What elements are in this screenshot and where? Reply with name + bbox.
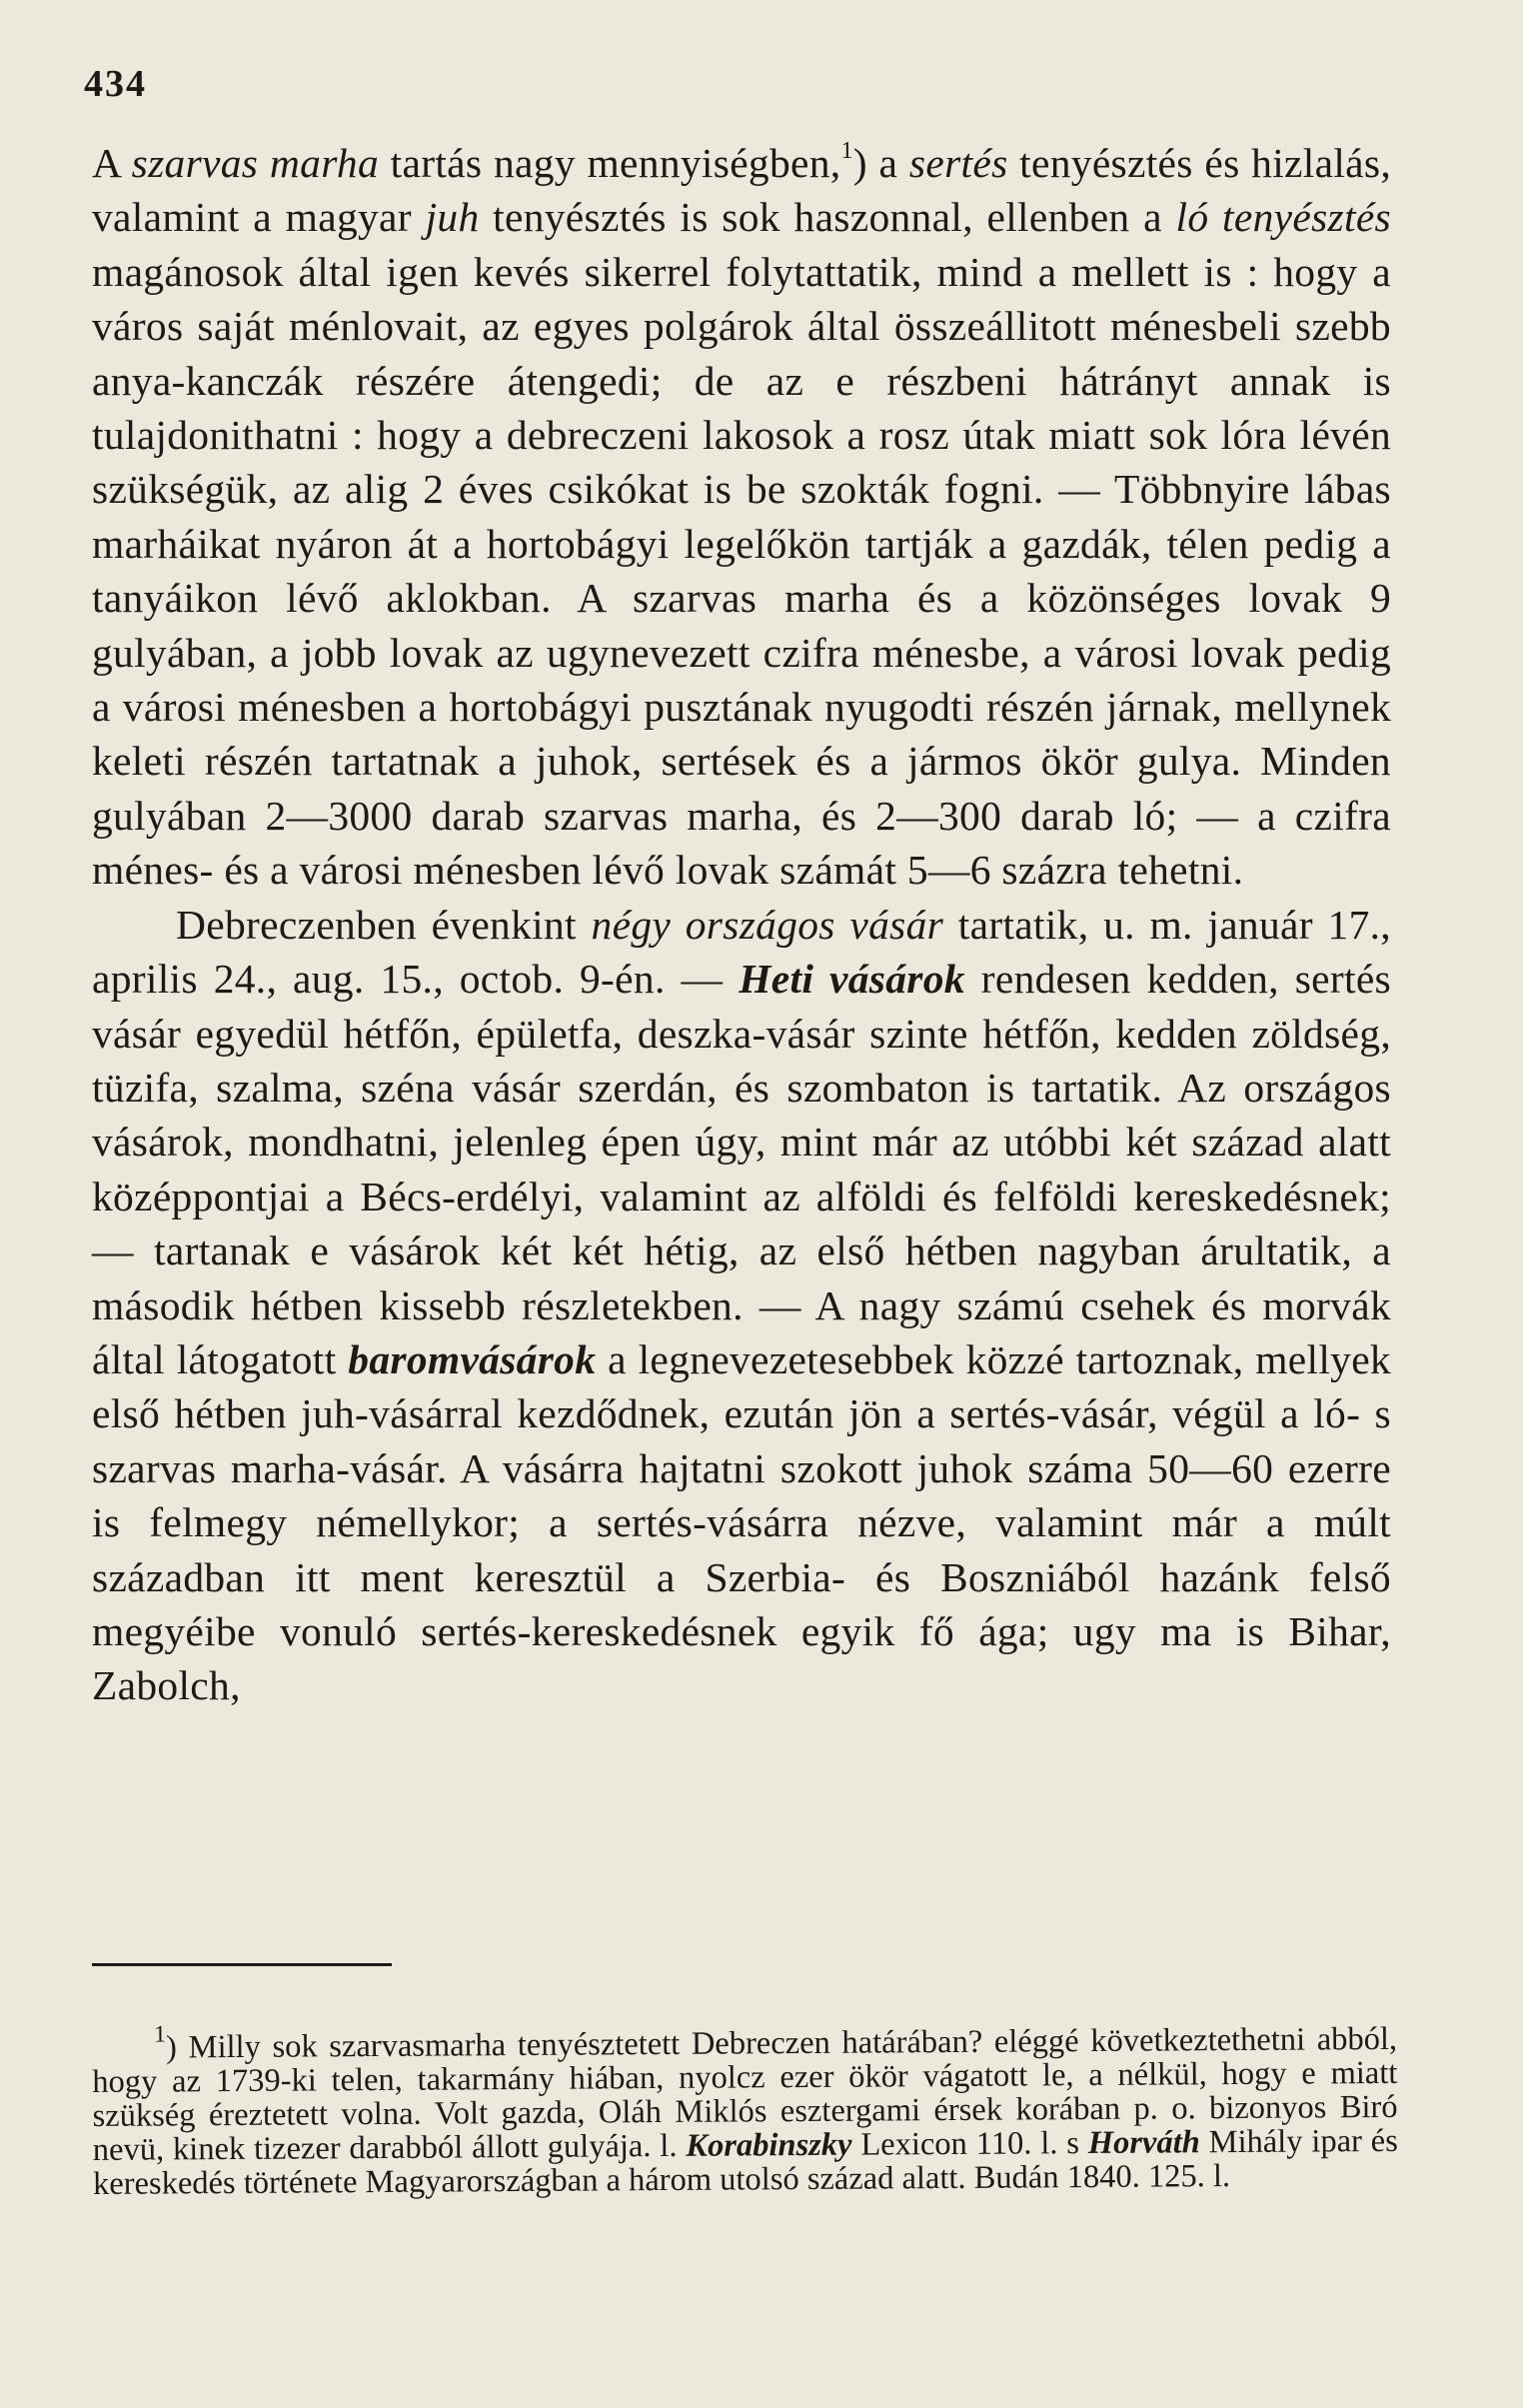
text-run: Debreczenben évenkint (176, 901, 592, 948)
emphasis-bold: Heti vásárok (739, 956, 965, 1003)
emphasis-bold: baromvásárok (348, 1335, 597, 1382)
paragraph-1 (92, 136, 1391, 898)
footnote-text (92, 2022, 1398, 2201)
text-run: ) Milly sok szarvasmarha tenyésztetett Debreczen határában? eléggé következtethetni abból, hogy az 1739-ki telen, takarmány hiában, nyolcz ezer ökör vágatott le, a nélkül, hogy e miatt szükség éreztetett volna. Volt gazda, Oláh Miklós esztergami érsek korában p. o. bizonyos Biró nevü, kinek tizezer darabból állott gulyája. l. (92, 2020, 1398, 2168)
text-run: tartás nagy mennyiségben, (379, 140, 841, 186)
text-run: A (92, 140, 132, 186)
footnote-marker: 1 (840, 138, 853, 165)
text-run: a legnevezetesebbek közzé tartoznak, mellyek első hétben juh-vásárral kezdődnek, ezután jön a sertés-vásár, végül a ló- s szarvas marha-vásár. A vásárra hajtatni szokott juhok száma 50—60 ezerre is felmegy némellykor; a sertés-vásárra nézve, valamint már a múlt században itt ment keresztül a Szerbia- és Boszniából hazánk felső megyéibe vonuló sertés-kereskedésnek egyik fő ága; ugy ma is Bihar, Zabolch, (92, 1335, 1391, 1709)
page-number: 434 (84, 63, 147, 105)
main-text (92, 136, 1391, 1713)
text-run: tartatik, u. m. január 17., aprilis 24., aug. 15., octob. 9-én. — (92, 901, 1391, 1003)
text-run: rendesen kedden, sertés vásár egyedül hétfőn, épületfa, deszka-vásár szinte hétfőn, kedden zöldség, tüzifa, szalma, széna vásár szerdán, és szombaton is tartatik. Az országos vásárok, mondhatni, jelenleg épen úgy, mint már az utóbbi két század alatt középpontjai a Bécs-erdélyi, valamint az alföldi és felföldi kereskedésnek; — tartanak e vásárok két két hétig, az első hétben nagyban árultatik, a második hétben kissebb részletekben. — A nagy számú csehek és morvák által látogatott (92, 956, 1391, 1382)
text-run: Lexicon 110. l. s (851, 2125, 1088, 2163)
emphasis-italic: juh (425, 194, 480, 241)
text-run: tenyésztés és hizlalás, valamint a magyar (92, 140, 1392, 241)
text-run: ) a (852, 140, 909, 186)
emphasis-italic: Korabinszky (686, 2126, 852, 2164)
emphasis-italic: ló tenyésztés (1175, 194, 1391, 241)
footnote-separator (92, 1963, 392, 1966)
footnote-marker: 1 (153, 2021, 167, 2048)
emphasis-italic: Horváth (1087, 2124, 1200, 2162)
text-run: Mihály ipar és kereskedés története Magyarországban a három utolsó század alatt. Budán 1840. 125. l. (92, 2122, 1398, 2202)
emphasis-italic: négy országos vásár (591, 901, 944, 948)
text-run: tenyésztés is sok haszonnal, ellenben a (479, 194, 1176, 241)
emphasis-italic: sertés (908, 140, 1008, 186)
footnote (92, 2022, 1398, 2201)
paragraph-2 (92, 898, 1391, 1713)
text-run: magánosok által igen kevés sikerrel folytattatik, mind a mellett is : hogy a város saját ménlovait, az egyes polgárok által összeállitott ménesbeli szebb anya-kanczák részére átengedi; de az e részbeni hátrányt annak is tulajdonithatni : hogy a debreczeni lakosok a rosz útak miatt sok lóra lévén szükségük, az alig 2 éves csikókat is be szokták fogni. — Többnyire lábas marháikat nyáron át a hortobágyi legelőkön tartják a gazdák, télen pedig a tanyáikon lévő aklokban. A szarvas marha és a közönséges lovak 9 gulyában, a jobb lovak az ugynevezett czifra ménesbe, a városi lovak pedig a városi ménesben a hortobágyi pusztának nyugodti részén járnak, mellynek keleti részén tartatnak a juhok, sertések és a jármos ökör gulya. Minden gulyában 2—3000 darab szarvas marha, és 2—300 darab ló; — a czifra ménes- és a városi ménesben lévő lovak számát 5—6 százra tehetni. (92, 248, 1391, 894)
emphasis-italic: szarvas marha (131, 140, 380, 186)
